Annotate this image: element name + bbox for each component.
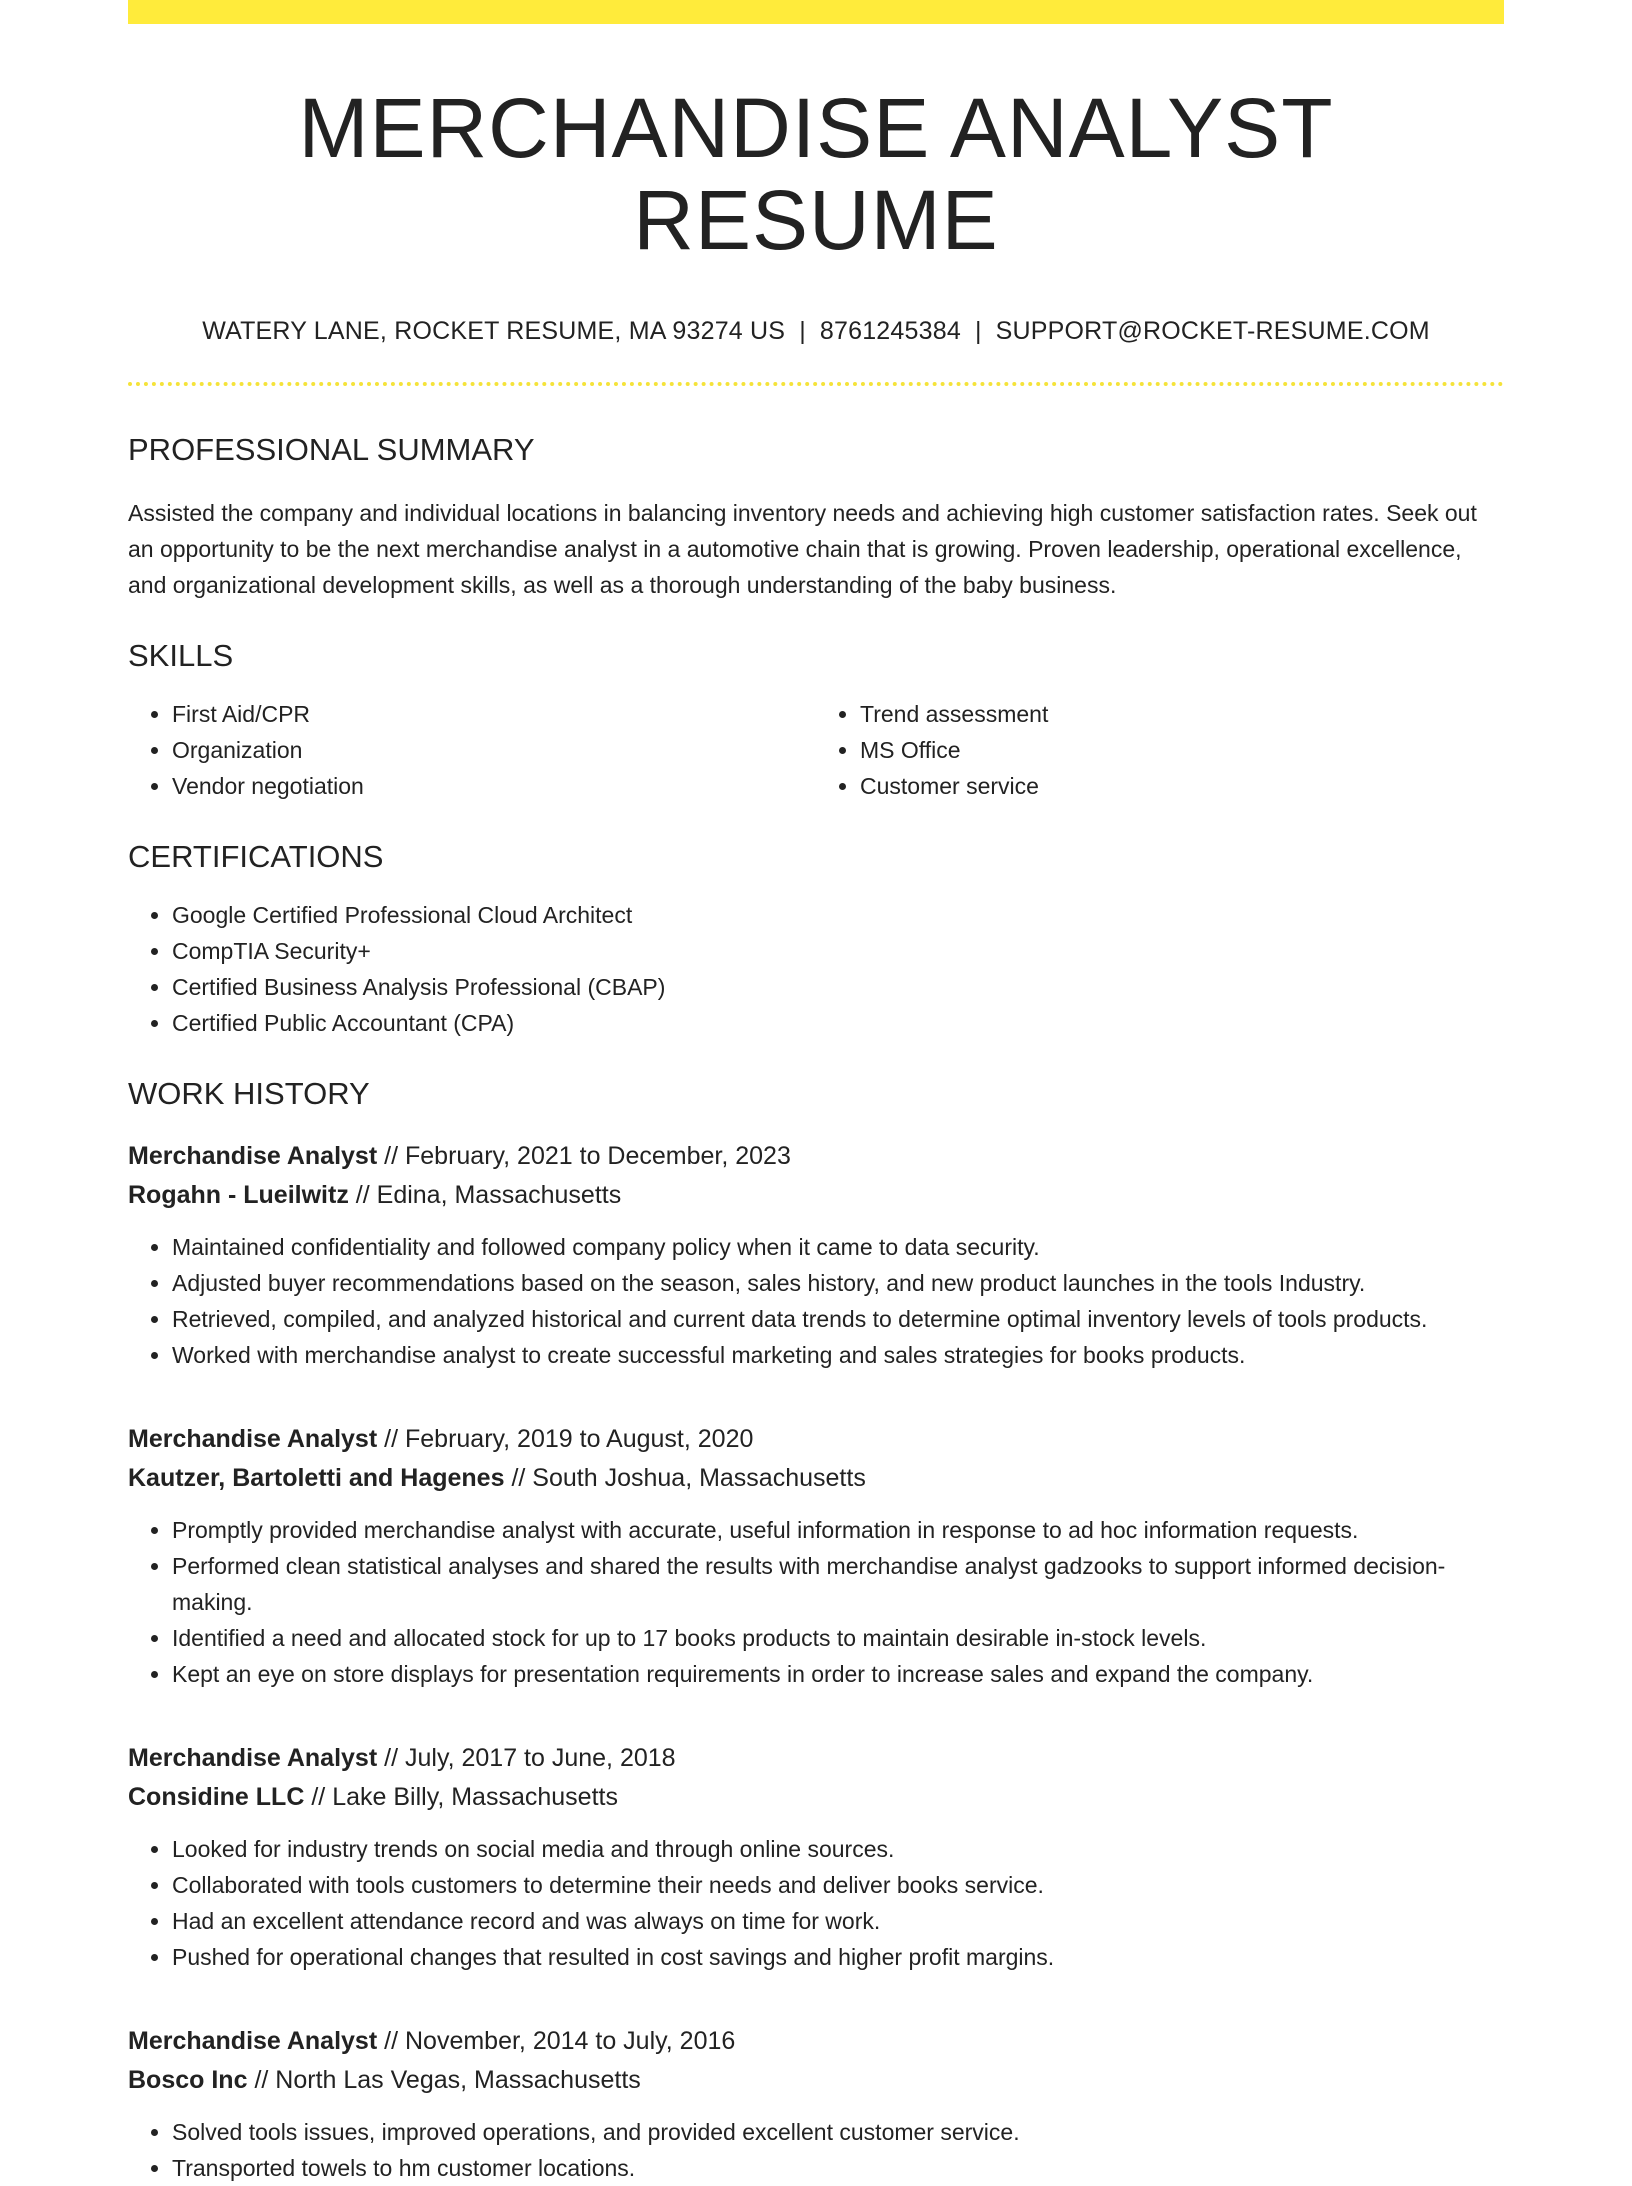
job-bullets <box>128 1831 1504 1975</box>
certification-item: • Certified Public Accountant (CPA) <box>172 1005 1504 1041</box>
job-location: Lake Billy, Massachusetts <box>332 1782 618 1811</box>
job-bullets <box>128 2114 1504 2186</box>
job-entry <box>128 1739 1504 1975</box>
resume-page <box>128 0 1504 2186</box>
separator: // <box>355 1180 370 1209</box>
address: WATERY LANE, ROCKET RESUME, MA 93274 US <box>202 316 786 345</box>
skill-item: • Vendor negotiation <box>172 768 816 804</box>
job-bullets <box>128 1512 1504 1692</box>
contact-separator: | <box>974 316 982 345</box>
job-bullet: • Pushed for operational changes that resulted in cost savings and higher profit margins. <box>172 1939 1504 1975</box>
certification-item: • CompTIA Security+ <box>172 933 1504 969</box>
job-bullet: • Looked for industry trends on social media and through online sources. <box>172 1831 1504 1867</box>
certification-item: • Certified Business Analysis Professional (CBAP) <box>172 969 1504 1005</box>
job-bullets <box>128 1229 1504 1373</box>
separator: // <box>384 1141 399 1170</box>
resume-title: MERCHANDISE ANALYST RESUME <box>298 81 1334 268</box>
company-name: Considine LLC <box>128 1782 305 1811</box>
job-dates: November, 2014 to July, 2016 <box>404 2026 736 2055</box>
skill-item: • Organization <box>172 732 816 768</box>
job-company-line <box>128 1176 1504 1215</box>
summary-heading: PROFESSIONAL SUMMARY <box>128 431 535 467</box>
summary-text: Assisted the company and individual locations in balancing inventory needs and achieving high customer satisfaction rates. Seek out an opportunity to be the next merchandise analyst in a automotive chain that is growing. Proven leadership, operational excellence, and organizational development skills, as well as a thorough understanding of the baby business. <box>128 499 1477 598</box>
job-location: South Joshua, Massachusetts <box>532 1463 866 1492</box>
job-bullet: • Adjusted buyer recommendations based on the season, sales history, and new product launches in the tools Industry. <box>172 1265 1504 1301</box>
skills-column-right <box>816 696 1504 804</box>
job-dates: July, 2017 to June, 2018 <box>404 1743 676 1772</box>
job-title: Merchandise Analyst <box>128 1141 378 1170</box>
job-bullet: • Had an excellent attendance record and was always on time for work. <box>172 1903 1504 1939</box>
job-bullet: • Maintained confidentiality and followed company policy when it came to data security. <box>172 1229 1504 1265</box>
company-name: Bosco Inc <box>128 2065 248 2094</box>
certification-item: • Google Certified Professional Cloud Architect <box>172 897 1504 933</box>
skill-item: • MS Office <box>860 732 1504 768</box>
job-title-line <box>128 1137 1504 1176</box>
job-location: Edina, Massachusetts <box>376 1180 622 1209</box>
job-title-line <box>128 2022 1504 2061</box>
job-company-line <box>128 2061 1504 2100</box>
contact-separator: | <box>799 316 806 345</box>
contact-line <box>128 316 1504 345</box>
email: SUPPORT@ROCKET-RESUME.COM <box>995 316 1430 345</box>
job-bullet: • Promptly provided merchandise analyst with accurate, useful information in response to ad hoc information requests. <box>172 1512 1504 1548</box>
phone: 8761245384 <box>819 316 961 345</box>
separator: // <box>384 2026 399 2055</box>
job-title: Merchandise Analyst <box>128 1424 378 1453</box>
job-bullet: • Identified a need and allocated stock for up to 17 books products to maintain desirable in-stock levels. <box>172 1620 1504 1656</box>
job-title: Merchandise Analyst <box>128 1743 378 1772</box>
certifications-list <box>128 897 1504 1041</box>
job-entry <box>128 2022 1504 2186</box>
job-title-line <box>128 1420 1504 1459</box>
job-bullet: • Performed clean statistical analyses and shared the results with merchandise analyst gadzooks to support informed decision-making. <box>172 1548 1504 1620</box>
job-bullet: • Kept an eye on store displays for presentation requirements in order to increase sales and expand the company. <box>172 1656 1504 1692</box>
company-name: Rogahn - Lueilwitz <box>128 1180 349 1209</box>
skill-item: • Trend assessment <box>860 696 1504 732</box>
skill-item: • First Aid/CPR <box>172 696 816 732</box>
skills-column-left <box>128 696 816 804</box>
job-dates: February, 2021 to December, 2023 <box>404 1141 791 1170</box>
skills-list <box>128 696 1504 804</box>
certifications-heading: CERTIFICATIONS <box>128 838 384 874</box>
separator: // <box>311 1782 326 1811</box>
job-title: Merchandise Analyst <box>128 2026 378 2055</box>
skills-heading: SKILLS <box>128 637 234 673</box>
work-history-heading: WORK HISTORY <box>128 1075 370 1111</box>
job-bullet: • Worked with merchandise analyst to create successful marketing and sales strategies for books products. <box>172 1337 1504 1373</box>
company-name: Kautzer, Bartoletti and Hagenes <box>128 1463 505 1492</box>
accent-bar <box>128 0 1504 24</box>
job-dates: February, 2019 to August, 2020 <box>404 1424 754 1453</box>
job-company-line <box>128 1778 1504 1817</box>
dotted-divider <box>128 382 1504 386</box>
job-location: North Las Vegas, Massachusetts <box>275 2065 641 2094</box>
skill-item: • Customer service <box>860 768 1504 804</box>
separator: // <box>384 1424 399 1453</box>
job-bullet: • Solved tools issues, improved operations, and provided excellent customer service. <box>172 2114 1504 2150</box>
job-entry <box>128 1137 1504 1373</box>
job-title-line <box>128 1739 1504 1778</box>
job-bullet: • Transported towels to hm customer locations. <box>172 2150 1504 2186</box>
job-bullet: • Retrieved, compiled, and analyzed historical and current data trends to determine optimal inventory levels of tools products. <box>172 1301 1504 1337</box>
separator: // <box>511 1463 526 1492</box>
separator: // <box>254 2065 269 2094</box>
separator: // <box>384 1743 399 1772</box>
job-company-line <box>128 1459 1504 1498</box>
job-entry <box>128 1420 1504 1692</box>
job-bullet: • Collaborated with tools customers to determine their needs and deliver books service. <box>172 1867 1504 1903</box>
